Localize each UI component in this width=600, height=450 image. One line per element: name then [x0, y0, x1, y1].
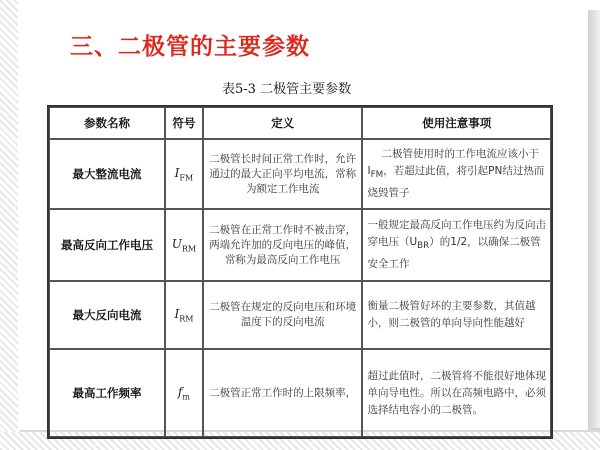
param-usage-note: 超过此值时，二极管将不能很好地体现单向导电性。所以在高频电路中，必须选择结电容小的二极管。: [362, 349, 551, 437]
param-usage-note: 衡量二极管好坏的主要参数，其值越小，则二极管的单向导向性能越好: [362, 281, 551, 349]
param-symbol: [165, 349, 203, 437]
header-usage-notes: 使用注意事项: [362, 107, 551, 139]
param-symbol: [165, 209, 203, 281]
symbol-subscript: m: [182, 392, 190, 402]
header-symbol: 符号: [165, 107, 203, 139]
note-subscript: BR: [417, 241, 430, 252]
table-caption: 表5-3 二极管主要参数: [222, 82, 352, 97]
header-definition: 定义: [203, 107, 363, 139]
param-name: 最大反向电流: [49, 281, 165, 349]
symbol-letter: I: [174, 165, 180, 180]
symbol-subscript: FM: [179, 173, 194, 183]
decorative-left-border: [0, 0, 18, 440]
table-row: [49, 139, 551, 209]
param-symbol: [165, 139, 203, 209]
note-text-continued: ）的1/2，以确保二极管安全工作: [367, 236, 541, 270]
parameters-table: [47, 105, 553, 439]
table-row: [49, 281, 551, 349]
symbol-letter: I: [174, 306, 180, 321]
param-name: 最高反向工作电压: [49, 209, 165, 281]
symbol-subscript: RM: [181, 244, 197, 254]
param-usage-note: [362, 139, 551, 209]
note-text: 一般规定最高反向工作电压约为反向击穿电压（U: [367, 219, 546, 249]
decorative-right-shadow: [588, 10, 600, 440]
param-name: 最大整流电流: [49, 139, 165, 209]
param-symbol: [165, 281, 203, 349]
param-definition: 二极管正常工作时的上限频率，: [203, 349, 363, 437]
header-param-name: 参数名称: [49, 107, 165, 139]
param-usage-note: [362, 209, 551, 281]
note-text: 二极管使用时的工作电流应该小于I: [367, 148, 539, 178]
param-definition: 二极管在正常工作时不被击穿，两端允许加的反向电压的峰值，常称为最高反向工作电压: [203, 209, 363, 281]
symbol-letter: U: [171, 236, 182, 251]
table-header-row: [49, 107, 551, 139]
symbol-letter: f: [177, 384, 183, 399]
note-text-continued: ，若超过此值，将引起PN结过热而烧毁管子: [367, 165, 545, 199]
table-row: [49, 349, 551, 437]
param-name: 最高工作频率: [49, 349, 165, 437]
note-subscript: FM: [370, 170, 384, 181]
param-definition: 二极管在规定的反向电压和环境温度下的反向电流: [203, 281, 363, 349]
param-definition: 二极管长时间正常工作时，允许通过的最大正向平均电流，常称为额定工作电流: [203, 139, 363, 209]
slide-title: 三、二极管的主要参数: [70, 34, 310, 60]
symbol-subscript: RM: [179, 314, 194, 324]
table-row: [49, 209, 551, 281]
